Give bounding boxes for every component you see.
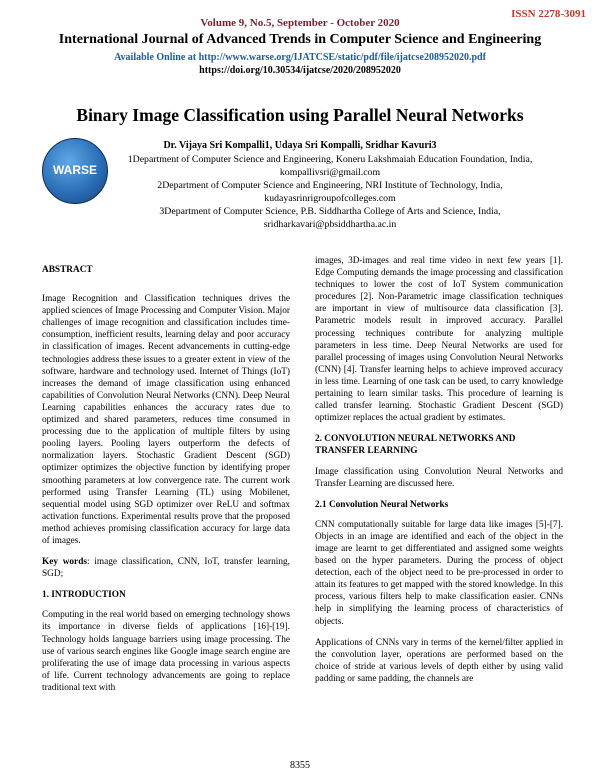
right-paragraph-1: images, 3D-images and real time video in next few years [1]. Edge Computing demands the image processing and classification techniques to lower the cost of IoT System communication procedures [2]. Non-Parametric image classification techniques are important in view of multisource data classification [3]. Parametric models result in improved accuracy. Parallel processing techniques contribute for analyzing multiple parameters in less time. Deep Neural Networks are used for parallel processing of images using Convolution Neural Networks (CNN) [4]. Transfer learning helps to achieve improved accuracy in less time. Learning of one task can be used, to carry knowledge pertaining to learn similar tasks. This procedure of learning is called transfer learning. Stochastic Gradient Descent (SGD) optimizer replaces the actual gradient by estimates. <box>315 256 563 424</box>
affiliation-1-line1: 1Department of Computer Science and Engineering, Koneru Lakshmaiah Education Foundation, India, <box>127 154 533 165</box>
right-paragraph-3: CNN computationally suitable for large data like images [5]-[7]. Objects in an image are identified and each of the object in the image are learnt to get differentiated and assigned some weights based on the hyper parameters. During the process of object detection, each of the object need to be pre-processed in order to attain its features to get mapped with the stored knowledge. In this process, various filters help to make classification easier. CNNs help in simplifying the learning process of characteristics of objects. <box>315 519 563 627</box>
right-paragraph-2: Image classification using Convolution Neural Networks and Transfer Learning are discussed here. <box>315 466 563 489</box>
keywords <box>42 556 290 580</box>
introduction-heading: 1. INTRODUCTION <box>42 590 126 601</box>
right-column <box>315 255 563 694</box>
authors: Dr. Vijaya Sri Kompalli1, Udaya Sri Kompalli, Sridhar Kavuri3 <box>163 140 437 151</box>
issn: ISSN 2278-3091 <box>511 8 586 20</box>
paper-title: Binary Image Classification using Parallel Neural Networks <box>76 105 524 125</box>
logo-text: WARSE <box>52 163 97 177</box>
affiliation-2-email: kudayasrinrigroupofcolleges.com <box>264 192 396 204</box>
affiliation-2 <box>70 180 590 205</box>
doi-link[interactable]: https://doi.org/10.30534/ijatcse/2020/208952020 <box>199 65 401 76</box>
affiliation-3-email: sridharkavari@pbsiddhartha.ac.in <box>263 218 397 230</box>
keywords-text: : image classification, CNN, IoT, transfer learning, SGD; <box>42 557 290 580</box>
affiliation-3-line1: 3Department of Computer Science, P.B. Siddhartha College of Arts and Science, India, <box>159 206 501 217</box>
keywords-label: Key words <box>42 557 87 568</box>
journal-title: International Journal of Advanced Trends in Computer Science and Engineering <box>58 32 542 47</box>
section-2-1-heading: 2.1 Convolution Neural Networks <box>315 499 449 510</box>
right-paragraph-4: Applications of CNNs vary in terms of the kernel/filter applied in the convolution layer, operations are performed based on the choice of stride at various levels of depth either by using valid padding or same padding, the channels are <box>315 637 563 684</box>
affiliation-2-line1: 2Department of Computer Science and Engineering, NRI Institute of Technology, India, <box>157 180 503 191</box>
volume-line: Volume 9, No.5, September - October 2020 <box>200 17 400 29</box>
affiliation-1-email: kompallivsri@gmail.com <box>279 166 381 178</box>
page-number: 8355 <box>290 760 310 771</box>
abstract-heading: ABSTRACT <box>42 265 93 275</box>
left-column <box>42 255 290 703</box>
affiliation-3 <box>70 206 590 231</box>
abstract-text: Image Recognition and Classification techniques drives the applied sciences of Image Processing and Computer Vision. Major challenges of image recognition and classification includes time-consumption, inefficient results, learning delay and poor accuracy in classification of images. Recent advancements in cutting-edge technologies address these issues to a greater extent in view of the software, hardware and technology used. Internet of Things (IoT) increases the demand of image classification using enhanced capabilities of Convolution Neural Networks (CNN). Deep Neural Learning capabilities enhances the accuracy rates due to optimized and shared parameters, reduces time consumed in processing due to the application of multiple filters by using pooling layers. Pooling layers outperform the defects of normalization layers. Stochastic Gradient Descent (SGD) optimizer optimizes the objective function by identifying proper smoothing parameters at low convergence rate. The current work performed using Transfer Learning (TL) using Mobilenet, sequential model using SGD optimizer over ReLU and softmax activation functions. Experimental results prove that the proposed method achieves promising classification accuracy for large data of images. <box>42 294 290 546</box>
introduction-text: Computing in the real world based on emerging technology shows its importance in diverse fields of applications [16]-[19]. Technology holds language barriers using image processing. The use of various search engines like Google image search engine are proliferating the use of image data processing in various aspects of life. Current technology advancements are going to replace traditional text with <box>42 610 290 693</box>
available-online-link[interactable]: Available Online at http://www.warse.org/IJATCSE/static/pdf/file/ijatcse208952020.pdf <box>114 52 486 63</box>
section-2-heading: 2. CONVOLUTION NEURAL NETWORKS AND TRANSFER LEARNING <box>315 434 516 457</box>
affiliation-1 <box>70 154 590 179</box>
